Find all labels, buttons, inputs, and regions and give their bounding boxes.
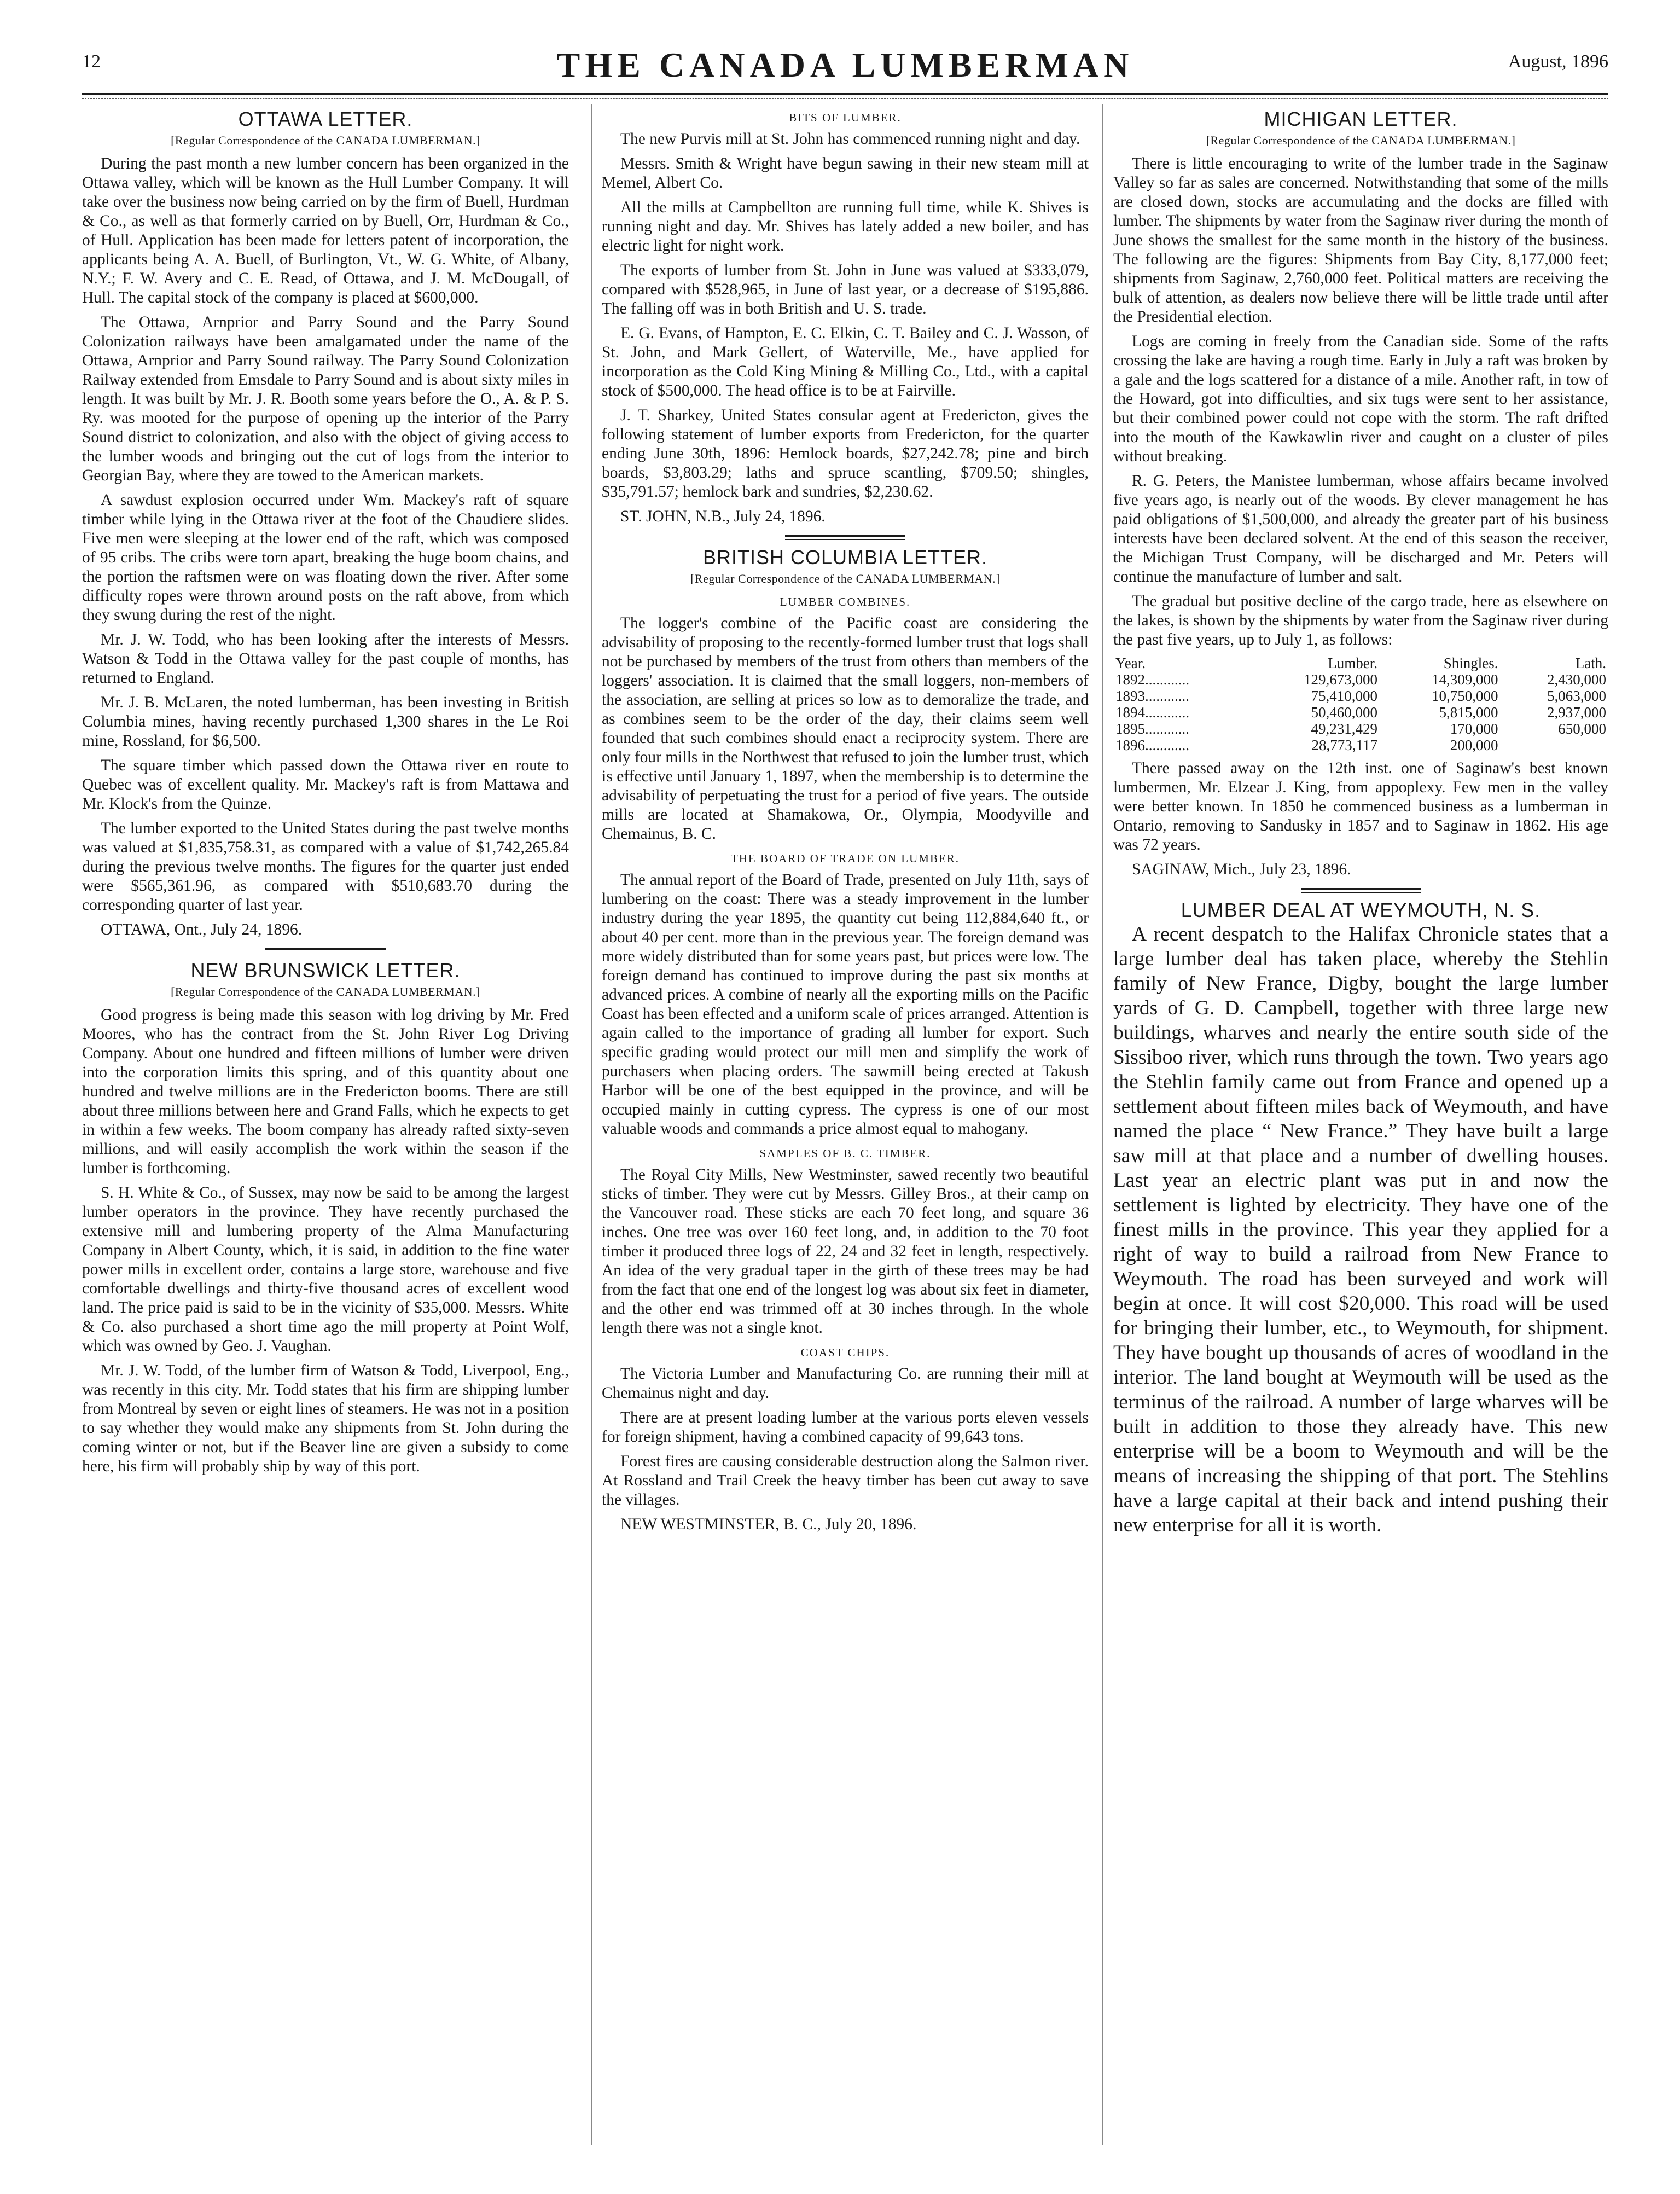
- dateline-signature: NEW WESTMINSTER, B. C., July 20, 1896.: [620, 1516, 917, 1533]
- table-cell: 129,673,000: [1303, 671, 1377, 688]
- section-separator: [785, 535, 905, 540]
- paragraph: J. T. Sharkey, United States consular agent at Fredericton, gives the following statement of lumber exports from Fredericton, for the quarter ending June 30th, 1896: Hemlock boards, $27,242.78; pine and birch boards, $3,803.29; laths and spruce scantling, $709.50; shingles, $35,791.57; hemlock bark and sundries, $2,230.62.: [602, 407, 1089, 501]
- subheading: BITS OF LUMBER.: [789, 111, 902, 124]
- ottawa-letter: [82, 109, 569, 939]
- page-number: 12: [82, 51, 101, 72]
- table-row: [1113, 721, 1608, 737]
- paragraph: Messrs. Smith & Wright have begun sawing in their new steam mill at Memel, Albert Co.: [602, 155, 1089, 191]
- paragraph: There passed away on the 12th inst. one of Saginaw's best known lumbermen, Mr. Elzear J. King, from appoplexy. Few men in the valley were better known. In 1850 he commenced business as a lumberman in Ontario, removing to Sandusky in 1857 and to Saginaw in 1862. His age was 72 years.: [1113, 759, 1608, 854]
- michigan-letter: [1113, 109, 1608, 879]
- paragraph: Forest fires are causing considerable destruction along the Salmon river. At Rossland and Trail Creek the heavy timber has been cut away to save the villages.: [602, 1453, 1089, 1508]
- paragraph: Mr. J. W. Todd, of the lumber firm of Watson & Todd, Liverpool, Eng., was recently in this city. Mr. Todd states that his firm are shipping lumber from Montreal by seven or eight lines of steamers. He was not in a position to say whether they would make any shipments from St. John during the coming winter or not, but if the Beaver line are given a subsidy to come here, his firm will probably ship by way of this port.: [82, 1362, 569, 1475]
- correspondence-note: [Regular Correspondence of the CANADA LUMBERMAN.]: [1206, 134, 1516, 147]
- column-divider: [591, 104, 592, 2145]
- paragraph: All the mills at Campbellton are running full time, while K. Shives is running night and day. Mr. Shives has lately added a new boiler, and has electric light for night work.: [602, 199, 1089, 254]
- table-header-row: [1113, 655, 1608, 671]
- table-row: [1113, 704, 1608, 721]
- table-cell: 14,309,000: [1431, 671, 1498, 688]
- table-cell: [1500, 737, 1608, 753]
- article-title: MICHIGAN LETTER.: [1264, 108, 1458, 130]
- paragraph: The lumber exported to the United States during the past twelve months was valued at $1,835,758.31, as compared with a value of $1,742,265.84 during the previous twelve months. The figures for the quarter just ended were $565,361.96, as compared with $510,683.70 during the corresponding quarter of last year.: [82, 820, 569, 914]
- paragraph: Logs are coming in freely from the Canadian side. Some of the rafts crossing the lake are having a rough time. Early in July a raft was broken by a gale and the logs scattered for a distance of a mile. Another raft, in tow of the Howard, got into difficulties, and six tugs were sent to her assistance, but their combined power could not cope with the storm. The raft drifted into the mouth of the Kawkawlin river and caught on a cluster of piles without breaking.: [1113, 333, 1608, 465]
- paragraph: The Royal City Mills, New Westminster, sawed recently two beautiful sticks of timber. They were cut by Messrs. Gilley Bros., at their camp on the Vancouver road. These sticks are each 70 feet long, and square 36 inches. One tree was over 160 feet long, and, in addition to the 70 foot timber it produced three logs of 22, 24 and 32 feet in length, respectively. An idea of the very gradual taper in the girth of these trees may be had from the fact that one end of the longest log was about six feet in diameter, and the other end was trimmed off at 30 inches through. In the whole length there was not a single knot.: [602, 1166, 1089, 1337]
- table-cell: 1896............: [1115, 737, 1189, 753]
- subheading: COAST CHIPS.: [800, 1346, 890, 1359]
- paragraph: Mr. J. W. Todd, who has been looking after the interests of Messrs. Watson & Todd in the Ottawa valley for the past couple of months, has returned to England.: [82, 631, 569, 687]
- column-header: Shingles.: [1443, 655, 1498, 671]
- table-row: [1113, 737, 1608, 753]
- paragraph: The annual report of the Board of Trade, presented on July 11th, says of lumbering on the coast: There was a steady improvement in the lumber industry during the year 1895, the quantity cut being 112,884,640 ft., or about 40 per cent. more than in the previous year. The foreign demand was more widely distributed than for some years past, but prices were low. The foreign demand has continued to improve during the past six months at advanced prices. A combine of nearly all the exporting mills on the Pacific Coast has been effected and a uniform scale of prices arranged. Attention is again called to the importance of grading all lumber for export. Such specific grading would protect our mill men and simplify the work of purchasers when placing orders. The sawmill being erected at Takush Harbor will be one of the best equipped in the province, and will be occupied mainly in cutting cypress. The cypress is one of our most valuable woods and commands a price almost equal to mahogany.: [602, 871, 1089, 1137]
- dateline-signature: ST. JOHN, N.B., July 24, 1896.: [620, 508, 826, 525]
- article-title: LUMBER DEAL AT WEYMOUTH, N. S.: [1181, 899, 1541, 921]
- shipments-table: [1113, 655, 1608, 753]
- article-title: BRITISH COLUMBIA LETTER.: [702, 546, 988, 568]
- correspondence-note: [Regular Correspondence of the CANADA LUMBERMAN.]: [690, 572, 1000, 585]
- paragraph: During the past month a new lumber concern has been organized in the Ottawa valley, which will be known as the Hull Lumber Company. It will take over the business now being carried on by the firm of Buell, Hurdman & Co., as well as that formerly carried on by Buell, Orr, Hurdman & Co., of Hull. Application has been made for letters patent of incorporation, the applicants being A. A. Buell, of Burlington, Vt., W. G. White, of Albany, N.Y.; F. W. Avery and C. E. Read, of Ottawa, and J. M. McDougall, of Hull. The capital stock of the company is placed at $600,000.: [82, 155, 569, 306]
- paragraph: The new Purvis mill at St. John has commenced running night and day.: [620, 130, 1080, 148]
- table-row: [1113, 688, 1608, 704]
- paragraph: There is little encouraging to write of the lumber trade in the Saginaw Valley so far as sales are concerned. Notwithstanding that some of the mills are closed down, stocks are accumulating and the docks are filled with lumber. The shipments by water from the Saginaw river during the month of June shows the smallest for the same month in the history of the business. The following are the figures: Shipments from Bay City, 8,177,000 feet; shipments from Saginaw, 2,760,000 feet. Political matters are receiving the bulk of attention, as dealers now believe there will be little trade until after the Presidential election.: [1113, 155, 1608, 326]
- column-divider: [1102, 104, 1103, 2145]
- issue-date: August, 1896: [1508, 51, 1608, 72]
- paragraph: Good progress is being made this season with log driving by Mr. Fred Moores, who has the contract from the St. John River Log Driving Company. About one hundred and fifteen millions of lumber were driven into the corporation limits this spring, and of this quantity about one hundred and twelve millions are in the Fredericton booms. There are still about three millions between here and Grand Falls, which he expects to get in within a few weeks. The boom company has already rafted sixty-seven millions, and will easily accomplish the work within the season if the lumber is forthcoming.: [82, 1006, 569, 1177]
- dateline-signature: OTTAWA, Ont., July 24, 1896.: [101, 921, 303, 938]
- column-2: [602, 104, 1089, 1542]
- paragraph: The logger's combine of the Pacific coast are considering the advisability of proposing to the recently-formed lumber trust that logs shall not be purchased by members of the trust from others than members of the loggers' association. It is claimed that the small loggers, non-members of the association, are selling at prices so low as to demoralize the trade, and as combines seem to be the order of the day, their claims seem well founded that such combines should enact a reciprocity system. There are only four mills in the Northwest that refused to join the lumber trust, which is effective until January 1, 1897, when the membership is to determine the advisability of perpetuating the trust for a period of five years. The outside mills are located at Shamakowa, Or., Olympia, Moodyville and Chemainus, B. C.: [602, 614, 1089, 843]
- table-cell: 2,937,000: [1547, 704, 1606, 721]
- column-3: [1113, 104, 1608, 1543]
- table-row: [1113, 671, 1608, 688]
- subheading: THE BOARD OF TRADE ON LUMBER.: [730, 852, 960, 865]
- column-1: [82, 104, 569, 1482]
- correspondence-note: [Regular Correspondence of the CANADA LUMBERMAN.]: [171, 985, 480, 999]
- table-cell: 28,773,117: [1311, 737, 1377, 753]
- dateline-signature: SAGINAW, Mich., July 23, 1896.: [1132, 861, 1351, 878]
- table-cell: 49,231,429: [1311, 721, 1377, 737]
- new-brunswick-letter: [82, 961, 569, 1476]
- table-cell: 200,000: [1450, 737, 1498, 753]
- table-cell: 75,410,000: [1311, 688, 1377, 704]
- masthead-title: THE CANADA LUMBERMAN: [556, 45, 1134, 84]
- table-cell: 50,460,000: [1311, 704, 1377, 721]
- paragraph: Mr. J. B. McLaren, the noted lumberman, has been investing in British Columbia mines, having recently purchased 1,300 shares in the Le Roi mine, Rossland, for $6,500.: [82, 694, 569, 750]
- paragraph: E. G. Evans, of Hampton, E. C. Elkin, C. T. Bailey and C. J. Wasson, of St. John, and Mark Gellert, of Waterville, Me., have applied for incorporation as the Cold King Mining & Milling Co., Ltd., with a capital stock of $500,000. The head office is to be at Fairville.: [602, 324, 1089, 399]
- paragraph: There are at present loading lumber at the various ports eleven vessels for foreign shipment, having a combined capacity of 99,643 tons.: [602, 1409, 1089, 1446]
- table-cell: 1894............: [1115, 704, 1189, 721]
- paragraph: The square timber which passed down the Ottawa river en route to Quebec was of excellent quality. Mr. Mackey's raft is from Mattawa and Mr. Klock's from the Quinze.: [82, 757, 569, 812]
- section-separator: [1301, 888, 1421, 893]
- paragraph: S. H. White & Co., of Sussex, may now be said to be among the largest lumber operators in the province. They have recently purchased the extensive mill and lumbering property of the Alma Manufacturing Company in Albert County, which, it is said, in addition to the fine water power mills in excellent order, contains a large store, warehouse and five comfortable dwellings and thirty-five thousand acres of excellent wood land. The price paid is said to be in the vicinity of $35,000. Messrs. White & Co. also purchased a short time ago the mill property at Point Wolf, which was owned by Geo. J. Vaughan.: [82, 1184, 569, 1355]
- subheading: SAMPLES OF B. C. TIMBER.: [759, 1147, 931, 1160]
- table-cell: 1895............: [1115, 721, 1189, 737]
- section-separator: [265, 948, 386, 953]
- paragraph: A recent despatch to the Halifax Chronicle states that a large lumber deal has taken place, whereby the Stehlin family of New France, Digby, bought the large lumber yards of G. D. Campbell, together with three large new buildings, wharves and nearly the entire south side of the Sissiboo river, which runs through the town. Two years ago the Stehlin family came out from France and opened up a settlement about fifteen miles back of Weymouth, and have named the place “ New France.” They have built a large saw mill at that place and a number of dwelling houses. Last year an electric plant was put in and now the settlement is lighted by electricity. They have one of the finest mills in the province. This year they applied for a right of way to build a railroad from New France to Weymouth. The road has been surveyed and work will begin at once. It will cost $20,000. This road will be used for bringing their lumber, etc., to Weymouth, for shipment. They have bought up thousands of acres of woodland in the interior. The land bought at Weymouth will be used as the terminus of the railroad. A number of large wharves will be built in addition to those they already have. This new enterprise will be a boom to Weymouth and will be the means of increasing the shipping of that port. The Stehlins have a large capital at their back and intend pushing their new enterprise for all it is worth.: [1113, 923, 1608, 1536]
- column-header: Year.: [1115, 655, 1146, 671]
- table-cell: 10,750,000: [1431, 688, 1498, 704]
- table-cell: 5,815,000: [1439, 704, 1498, 721]
- table-cell: 2,430,000: [1547, 671, 1606, 688]
- paragraph: The Victoria Lumber and Manufacturing Co. are running their mill at Chemainus night and day.: [602, 1365, 1089, 1402]
- table-cell: 170,000: [1450, 721, 1498, 737]
- weymouth-article: [1113, 901, 1608, 1537]
- paragraph: The gradual but positive decline of the cargo trade, here as elsewhere on the lakes, is shown by the shipments by water from the Saginaw river during the past five years, up to July 1, as follows:: [1113, 593, 1608, 648]
- bits-of-lumber: [602, 108, 1089, 526]
- article-title: OTTAWA LETTER.: [238, 108, 413, 130]
- article-title: NEW BRUNSWICK LETTER.: [190, 959, 461, 982]
- subheading: LUMBER COMBINES.: [780, 595, 911, 608]
- correspondence-note: [Regular Correspondence of the CANADA LUMBERMAN.]: [171, 134, 480, 147]
- table-cell: 1893............: [1115, 688, 1189, 704]
- paragraph: R. G. Peters, the Manistee lumberman, whose affairs became involved five years ago, is nearly out of the woods. By clever management he has paid obligations of $1,500,000, and already the greater part of his business interests have been declared solvent. At the end of this season the receiver, the Michigan Trust Company, will be discharged and Mr. Peters will continue the manufacture of lumber and salt.: [1113, 472, 1608, 585]
- header-rule-dashed: [82, 98, 1608, 99]
- table-cell: 1892............: [1115, 671, 1189, 688]
- table-cell: 5,063,000: [1547, 688, 1606, 704]
- paragraph: The exports of lumber from St. John in June was valued at $333,079, compared with $528,965, in June of last year, or a decrease of $195,886. The falling off was in both British and U. S. trade.: [602, 262, 1089, 317]
- paragraph: The Ottawa, Arnprior and Parry Sound and the Parry Sound Colonization railways have been amalgamated under the name of the Ottawa, Arnprior and Parry Sound railway. The Parry Sound Colonization Railway extended from Emsdale to Parry Sound and is about sixty miles in length. It was built by Mr. J. R. Booth some years before the O., A. & P. S. Ry. was mooted for the purpose of opening up the interior of the Parry Sound district to colonization, and also with the object of giving access to the lumber woods and bringing out the cut of logs from the interior to Georgian Bay, where they are towed to the American markets.: [82, 314, 569, 484]
- column-header: Lumber.: [1328, 655, 1377, 671]
- page-header: [82, 45, 1608, 86]
- paragraph: A sawdust explosion occurred under Wm. Mackey's raft of square timber while lying in the Ottawa river at the foot of the Chaudiere slides. Five men were sleeping at the lower end of the raft, which was composed of 95 cribs. The cribs were torn apart, breaking the huge boom chains, and the portion the raftsmen were on was floating down the river. After some difficulty ropes were thrown around posts on the raft above, from which they swung during the rest of the night.: [82, 491, 569, 624]
- header-rule: [82, 93, 1608, 95]
- table-cell: 650,000: [1558, 721, 1606, 737]
- british-columbia-letter: [602, 548, 1089, 1534]
- column-header: Lath.: [1575, 655, 1606, 671]
